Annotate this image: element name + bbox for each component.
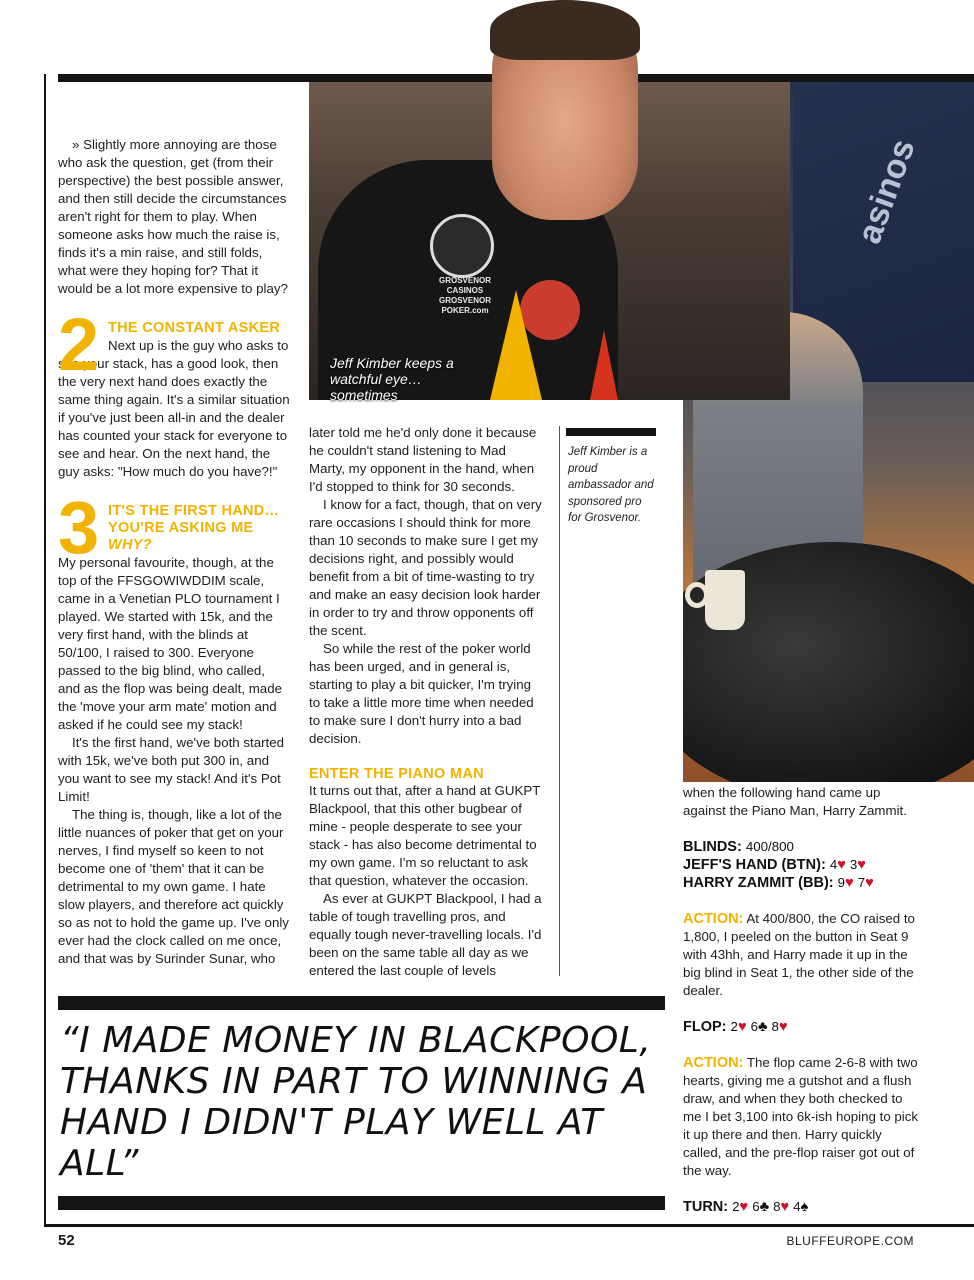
section-title: IT'S THE FIRST HAND…YOU'RE ASKING ME WHY? (108, 503, 280, 553)
paragraph: when the following hand came up against the Piano Man, Harry Zammit. (683, 785, 907, 818)
section-2 (58, 303, 290, 481)
sidebar-note: Jeff Kimber is a proud ambassador and sponsored pro for Grosvenor. (568, 446, 654, 524)
paragraph: It turns out that, after a hand at GUKPT Blackpool, that this other bugbear of mine - people desperate to see your stack - has also become detrimental to my own game. I'm so reluctant to ask that question, whatever the occasion. (309, 783, 541, 888)
coffee-cup (705, 570, 745, 630)
photo-caption: Jeff Kimber keeps a watchful eye…sometimes (330, 355, 454, 403)
section-number: 3 (58, 486, 100, 569)
heart-icon: ♥ (780, 1199, 790, 1215)
jeff-hand-line: JEFF'S HAND (BTN): 4♥ 3♥ (683, 857, 866, 873)
pull-quote: “I MADE MONEY IN BLACKPOOL, THANKS IN PART TO WINNING A HAND I DIDN'T PLAY WELL AT ALL” (60, 1020, 652, 1184)
spade-icon: ♠ (800, 1199, 809, 1215)
page-number: 52 (58, 1232, 75, 1249)
article-column-1 (58, 136, 290, 968)
blinds-line: BLINDS: 400/800 (683, 839, 794, 855)
pull-quote-rule-top (58, 996, 665, 1010)
section-3 (58, 486, 290, 968)
badge-label: GROSVENOR CASINOS GROSVENOR POKER.com (438, 276, 491, 315)
heart-icon: ♥ (837, 857, 846, 873)
subheading: ENTER THE PIANO MAN (309, 766, 484, 782)
action-paragraph: ACTION: At 400/800, the CO raised to 1,800, I peeled on the button in Seat 9 with 43hh, and Harry made it up in the big blind in Seat 1, the other side of the dealer. (683, 911, 915, 998)
article-column-3 (683, 784, 923, 1216)
heart-icon: ♥ (845, 875, 854, 891)
note-divider (559, 426, 560, 976)
footer-rule (44, 1224, 974, 1227)
section-paragraph: My personal favourite, though, at the top of the FFSGOWIWDDIM scale, came in a Venetian PLO tournament I played. We started with 15k, and the very first hand, with the blinds at 50/100, I raised to 300. Everyone passed to the big blind, who called, and as the flop was being dealt, made the 'move your arm mate' motion and asked if he could see my stack! (58, 555, 282, 732)
note-bar (566, 428, 656, 436)
heart-icon: ♥ (865, 875, 874, 891)
club-icon: ♣ (757, 1019, 768, 1035)
turn-line: TURN: 2♥ 6♣ 8♥ 4♠ (683, 1199, 809, 1215)
heart-icon: ♥ (857, 857, 866, 873)
shirt-graphic-triangle-red (590, 330, 618, 400)
banner-lettering: asinos (850, 134, 923, 249)
heart-icon: ♥ (778, 1019, 788, 1035)
flop-line: FLOP: 2♥ 6♣ 8♥ (683, 1019, 788, 1035)
hand-details (683, 838, 923, 892)
section-paragraph: It's the first hand, we've both started with 15k, we've both put 300 in, and you want to see my stack! And it's Pot Limit! (58, 735, 285, 804)
paragraph: I know for a fact, though, that on very rare occasions I should think for more than 10 seconds to make sure I get my decisions right, and possibly would benefit from a bit of time-wasting to try and make an easy decision look harder in order to try and throw opponents off the scent. (309, 497, 542, 638)
site-url: BLUFFEUROPE.COM (786, 1234, 914, 1248)
section-paragraph: Next up is the guy who asks to see your stack, has a good look, then the very next hand does exactly the same thing again. It's a similar situation if you've just been all-in and the dealer has counted your stack for everyone to see and hear. On the next hand, the guy asks: "How much do you have?!" (58, 338, 290, 479)
left-margin-line (44, 74, 46, 1224)
article-column-2 (309, 424, 545, 980)
action-paragraph: ACTION: The flop came 2-6-8 with two hearts, giving me a gutshot and a flush draw, and when they both checked to me I bet 3,100 into 6k-ish hoping to pick it up there and then. Harry quickly called, and the pre-flop raiser got out of the way. (683, 1055, 919, 1178)
heart-icon: ♥ (739, 1199, 749, 1215)
heart-icon: ♥ (737, 1019, 747, 1035)
pull-quote-rule-bottom (58, 1196, 665, 1210)
section-title: THE CONSTANT ASKER (108, 320, 281, 336)
player-hair (490, 0, 640, 60)
section-number: 2 (58, 303, 100, 386)
intro-paragraph: » Slightly more annoying are those who ask the question, get (from their perspective) the best possible answer, and then still decide the circumstances aren't right for them to play. When someone asks how much the raise is, finds it's a min raise, and still folds, what were they hoping for? That it would be a lot more expensive to play? (58, 137, 288, 296)
club-icon: ♣ (759, 1199, 770, 1215)
paragraph: So while the rest of the poker world has been urged, and in general is, starting to play a bit quicker, I'm trying to take a little more time when needed to make sure I don't hurry into a bad decision. (309, 641, 534, 746)
paragraph: As ever at GUKPT Blackpool, I had a table of tough travelling pros, and equally tough never-travelling locals. I'd been on the same table all day as we entered the last couple of levels (309, 891, 542, 978)
harry-hand-line: HARRY ZAMMIT (BB): 9♥ 7♥ (683, 875, 874, 891)
section-paragraph: The thing is, though, like a lot of the little nuances of poker that get on your nerves, I find myself so keen to not become one of 'them' that it can be detrimental to my own game. I hate slow players, and therefore act quickly so as not to hold the game up. I've only ever had the clock called on me once, and that was by Surinder Sunar, who (58, 807, 289, 966)
paragraph: later told me he'd only done it because he couldn't stand listening to Mad Marty, my opponent in the hand, when I'd stopped to think for 30 seconds. (309, 425, 537, 494)
sponsor-badge (430, 214, 494, 278)
